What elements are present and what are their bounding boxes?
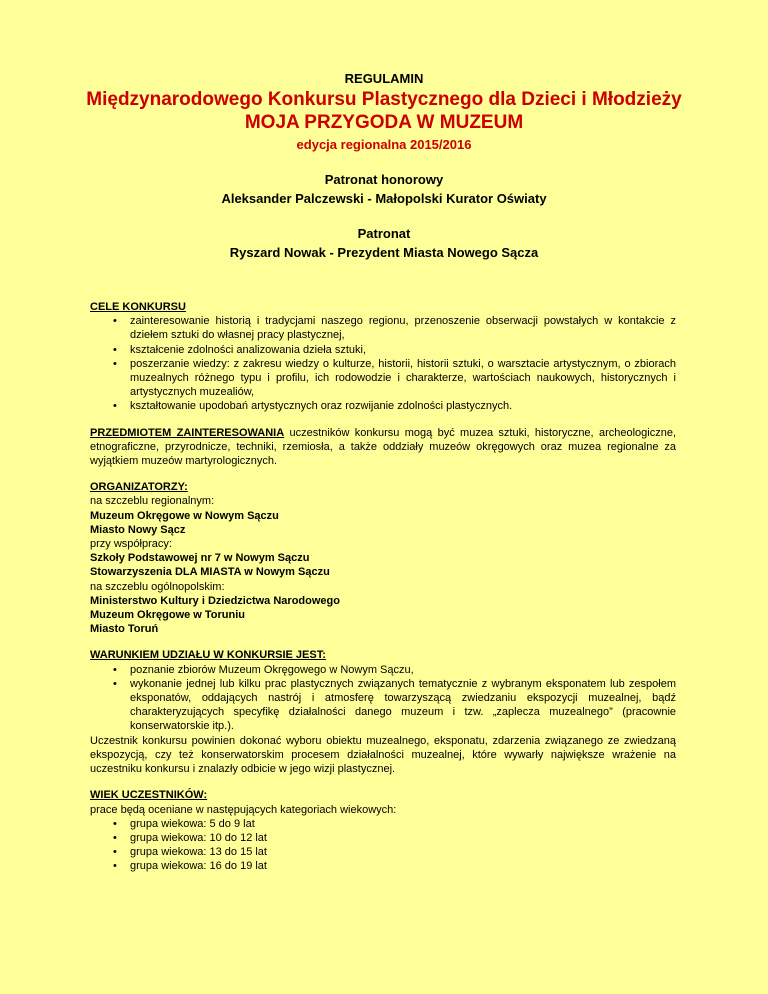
regulamin-heading: REGULAMIN [344, 71, 424, 86]
honorary-patron-label: Patronat honorowy [324, 172, 444, 187]
organizer-item: Ministerstwo Kultury i Dziedzictwa Narodowego [90, 594, 340, 607]
coop-label: przy współpracy: [90, 538, 172, 551]
organizers-section [90, 480, 676, 636]
subject-paragraph [90, 426, 676, 469]
conditions-paragraph: Uczestnik konkursu powinien dokonać wyboru obiektu muzealnego, eksponatu, zdarzenia związanego ze zwiedzaną ekspozycją, czy też konserwatorskim procesem działalności muzealnej, które wywarły największe wrażenie na uczestniku konkursu i znalazły odbicie w jego wizji plastycznej. [90, 734, 676, 776]
conditions-section [90, 648, 676, 776]
edition-label: edycja regionalna 2015/2016 [296, 137, 472, 152]
organizer-item: Szkoły Podstawowej nr 7 w Nowym Sączu [90, 552, 310, 565]
list-item: • grupa wiekowa: 10 do 12 lat [130, 831, 676, 845]
document-header [0, 70, 768, 262]
subject-title: PRZEDMIOTEM ZAINTERESOWANIA [90, 426, 285, 439]
list-item: • kształcenie zdolności analizowania dzieła sztuki, [130, 343, 676, 357]
list-item: • grupa wiekowa: 13 do 15 lat [130, 845, 676, 859]
list-item: • grupa wiekowa: 16 do 19 lat [130, 859, 676, 873]
list-item: • kształtowanie upodobań artystycznych oraz rozwijanie zdolności plastycznych. [130, 399, 676, 413]
organizer-item: Muzeum Okręgowe w Toruniu [90, 609, 246, 622]
goals-title: CELE KONKURSU [90, 301, 186, 313]
contest-title-line1: Międzynarodowego Konkursu Plastycznego dla Dzieci i Młodzieży [86, 89, 682, 110]
organizers-title: ORGANIZATORZY: [90, 481, 188, 494]
list-item: • zainteresowanie historią i tradycjami naszego regionu, przenoszenie obserwacji powstałych w kontakcie z dziełem sztuki do własnej pracy plastycznej, [130, 314, 676, 342]
subject-text: uczestników konkursu mogą być muzea sztuki, historyczne, archeologiczne, etnograficzne, przyrodnicze, techniki, rzemiosła, a także oddziały muzeów okręgowych oraz muzea regionalne za wyjątkiem muzeów martyrologicznych. [90, 426, 676, 468]
goals-section [90, 300, 676, 414]
patron-label: Patronat [357, 226, 411, 241]
honorary-patron-name: Aleksander Palczewski - Małopolski Kurator Oświaty [221, 191, 547, 206]
list-item: • poszerzanie wiedzy: z zakresu wiedzy o kulturze, historii, historii sztuki, o warsztacie artystycznym, o zbiorach muzealnych różnego typu i profilu, ich rodowodzie i charakterze, wartościach naukowych, historycznych i artystycznych muzealiów, [130, 357, 676, 400]
conditions-title: WARUNKIEM UDZIAŁU W KONKURSIE JEST: [90, 649, 326, 662]
regional-label: na szczeblu regionalnym: [90, 495, 215, 508]
list-item: • wykonanie jednej lub kilku prac plastycznych związanych tematycznie z wybranym eksponatem lub zespołem eksponatów, oddających nastrój i atmosferę towarzyszącą zwiedzaniu ekspozycji muzealnej, bądź charakteryzujących specyfikę działalności danego muzeum i tzw. „zaplecza muzealnego” (pracownie konserwatorskie itp.). [130, 677, 676, 734]
national-label: na szczeblu ogólnopolskim: [90, 580, 225, 593]
list-item: • poznanie zbiorów Muzeum Okręgowego w Nowym Sączu, [130, 663, 676, 677]
organizer-item: Stowarzyszenia DLA MIASTA w Nowym Sączu [90, 566, 330, 579]
patron-name: Ryszard Nowak - Prezydent Miasta Nowego Sącza [229, 245, 539, 260]
ages-intro: prace będą oceniane w następujących kategoriach wiekowych: [90, 803, 397, 816]
ages-list [90, 817, 676, 874]
document-body [90, 300, 676, 886]
conditions-list [90, 663, 676, 734]
organizer-item: Muzeum Okręgowe w Nowym Sączu [90, 509, 279, 522]
organizer-item: Miasto Nowy Sącz [90, 523, 186, 536]
list-item: • grupa wiekowa: 5 do 9 lat [130, 817, 676, 831]
goals-list [90, 314, 676, 413]
organizer-item: Miasto Toruń [90, 623, 159, 636]
subject-section [90, 426, 676, 469]
ages-section [90, 788, 676, 873]
ages-title: WIEK UCZESTNIKÓW: [90, 789, 208, 802]
contest-title-line2: MOJA PRZYGODA W MUZEUM [244, 112, 524, 133]
